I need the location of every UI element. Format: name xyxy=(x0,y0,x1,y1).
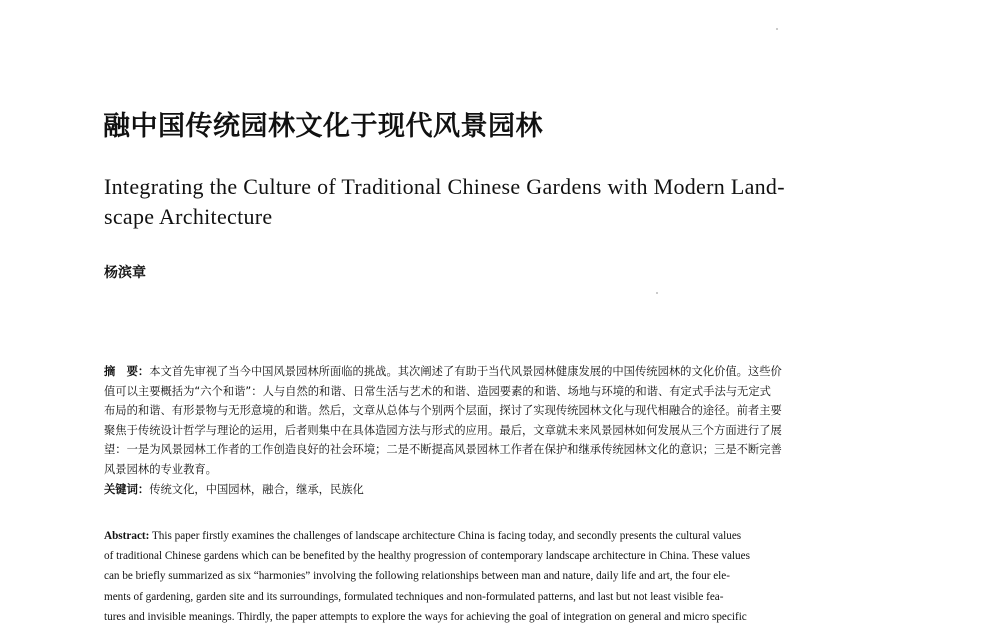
author-name: 杨滨章 xyxy=(104,265,146,281)
abstract-en-line: can be briefly summarized as six “harmonies” involving the following relationships between man and nature, daily life and art, the four ele- xyxy=(104,570,730,583)
keywords-line xyxy=(104,480,904,500)
title-english-line: Integrating the Culture of Traditional Chinese Gardens with Modern Land- xyxy=(104,174,785,199)
abstract-en-label: Abstract: xyxy=(104,530,150,542)
title-english xyxy=(104,172,894,232)
title-english-line: scape Architecture xyxy=(104,204,273,229)
scan-speck xyxy=(776,28,778,30)
abstract-cn-line: 风景园林的专业教育。 xyxy=(104,462,217,476)
abstract-en-line: ments of gardening, garden site and its surroundings, formulated techniques and non-formulated patterns, and last but not least visible fea- xyxy=(104,590,724,603)
abstract-cn-line: 望：一是为风景园林工作者的工作创造良好的社会环境；二是不断提高风景园林工作者在保护和继承传统园林文化的意识；三是不断完善 xyxy=(104,443,782,457)
scan-speck xyxy=(656,292,658,294)
abstract-en-text: This paper firstly examines the challenges of landscape architecture China is facing today, and secondly presents the cultural values xyxy=(149,530,742,542)
abstract-cn-line: 布局的和谐、有形景物与无形意境的和谐。然后，文章从总体与个别两个层面，探讨了实现传统园林文化与现代相融合的途径。前者主要 xyxy=(104,404,782,418)
abstract-chinese xyxy=(104,362,904,499)
abstract-en-line xyxy=(104,526,904,546)
abstract-cn-line xyxy=(104,362,904,382)
keywords-text: 传统文化，中国园林，融合，继承，民族化 xyxy=(149,482,364,496)
abstract-cn-line: 聚焦于传统设计哲学与理论的运用，后者则集中在具体造园方法与形式的应用。最后，文章就未来风景园林如何发展从三个方面进行了展 xyxy=(104,423,782,437)
abstract-cn-label: 摘 要： xyxy=(104,365,150,378)
abstract-cn-text: 本文首先审视了当今中国风景园林所面临的挑战。其次阐述了有助于当代风景园林健康发展的中国传统园林的文化价值。这些价 xyxy=(149,365,782,378)
abstract-english xyxy=(104,526,904,627)
title-chinese: 融中国传统园林文化于现代风景园林 xyxy=(103,111,543,142)
abstract-cn-line: 值可以主要概括为“六个和谐”：人与自然的和谐、日常生活与艺术的和谐、造园要素的和谐、场地与环境的和谐、有定式手法与无定式 xyxy=(104,384,771,398)
abstract-en-line: tures and invisible meanings. Thirdly, the paper attempts to explore the ways for achieving the goal of integration on general and micro specific xyxy=(104,610,747,623)
keywords-label: 关键词： xyxy=(104,482,150,496)
abstract-en-line: of traditional Chinese gardens which can be benefited by the healthy progression of contemporary landscape architecture in China. These values xyxy=(104,550,750,563)
